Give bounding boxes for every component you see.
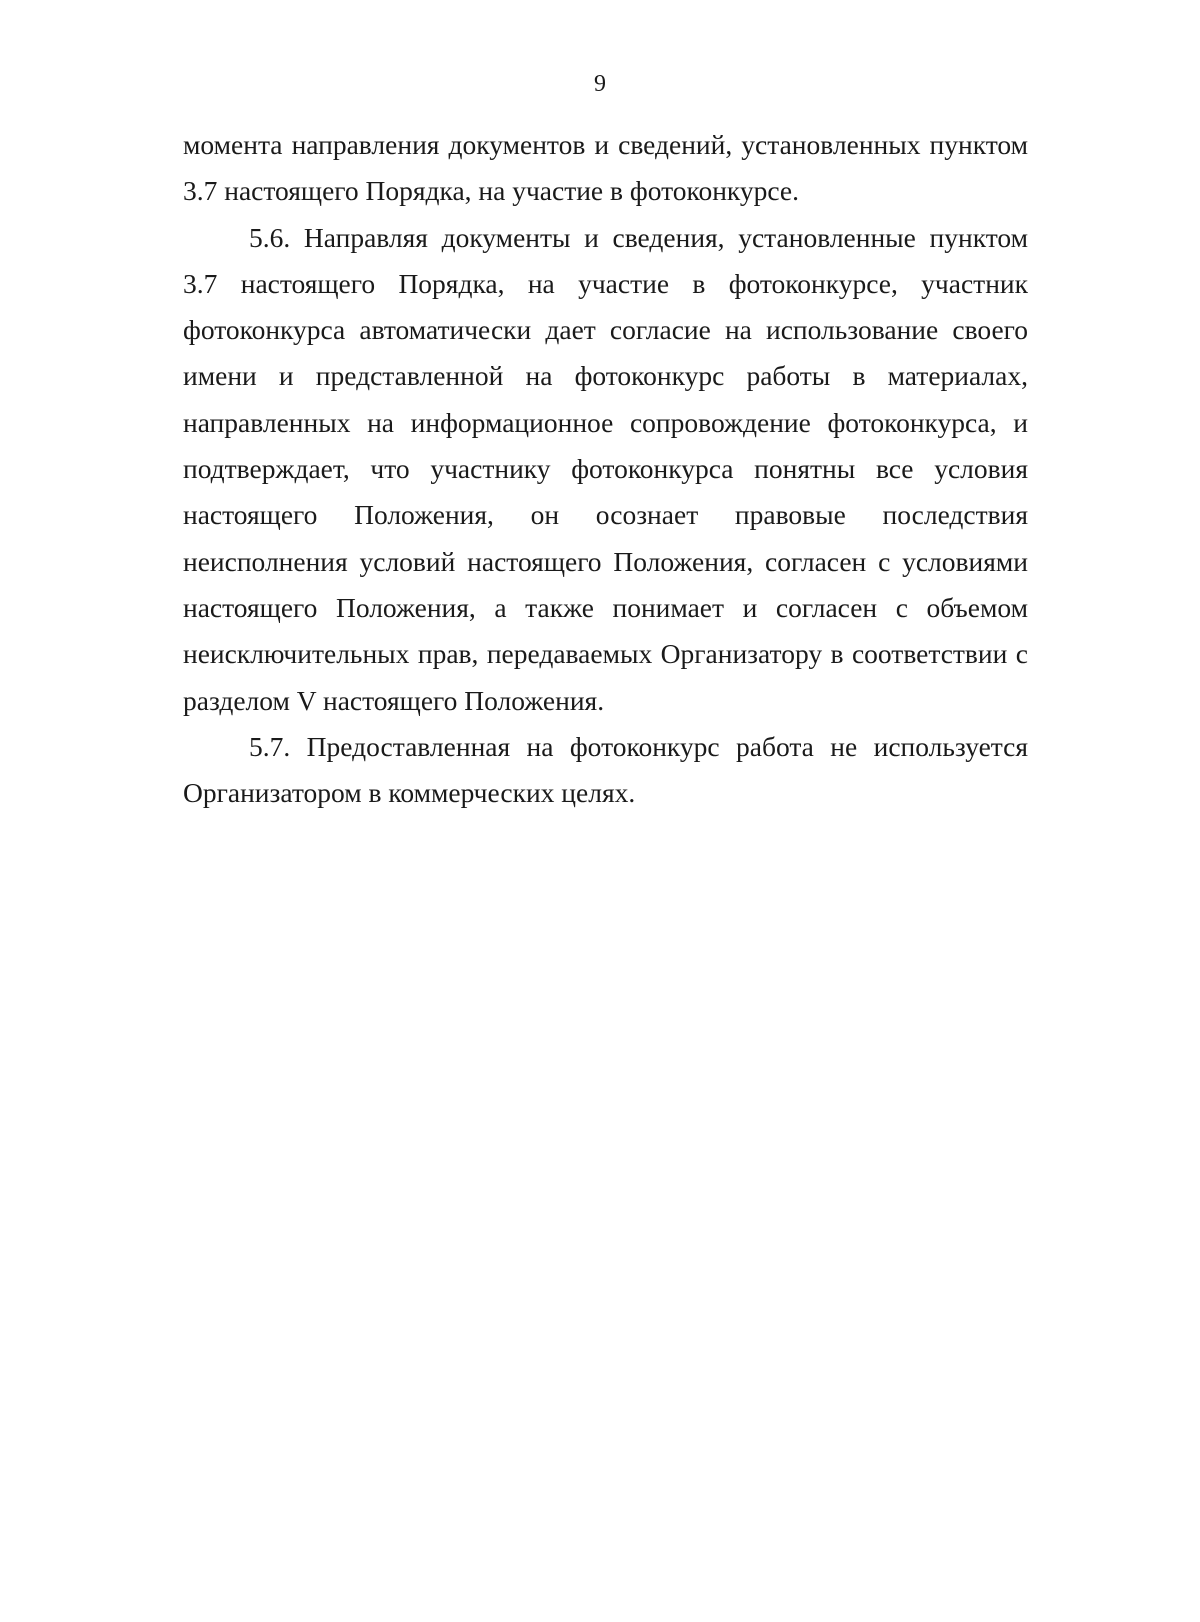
document-body <box>183 122 1028 816</box>
paragraph-continuation: момента направления документов и сведений, установленных пунктом 3.7 настоящего Порядка, на участие в фотоконкурсе. <box>183 129 1028 207</box>
page-number: 9 <box>594 71 606 97</box>
paragraph-5-7: 5.7. Предоставленная на фотоконкурс работа не используется Организатором в коммерческих целях. <box>183 730 1028 809</box>
paragraph-5-6: 5.6. Направляя документы и сведения, установленные пунктом 3.7 настоящего Порядка, на участие в фотоконкурсе, участник фотоконкурса автоматически дает согласие на использование своего имени и представленной на фотоконкурс работы в материалах, направленных на информационное сопровождение фотоконкурса, и подтверждает, что участнику фотоконкурса понятны все условия настоящего Положения, он осознает правовые последствия неисполнения условий настоящего Положения, согласен с условиями настоящего Положения, а также понимает и согласен с объемом неисключительных прав, передаваемых Организатору в соответствии с разделом V настоящего Положения. <box>183 221 1028 716</box>
